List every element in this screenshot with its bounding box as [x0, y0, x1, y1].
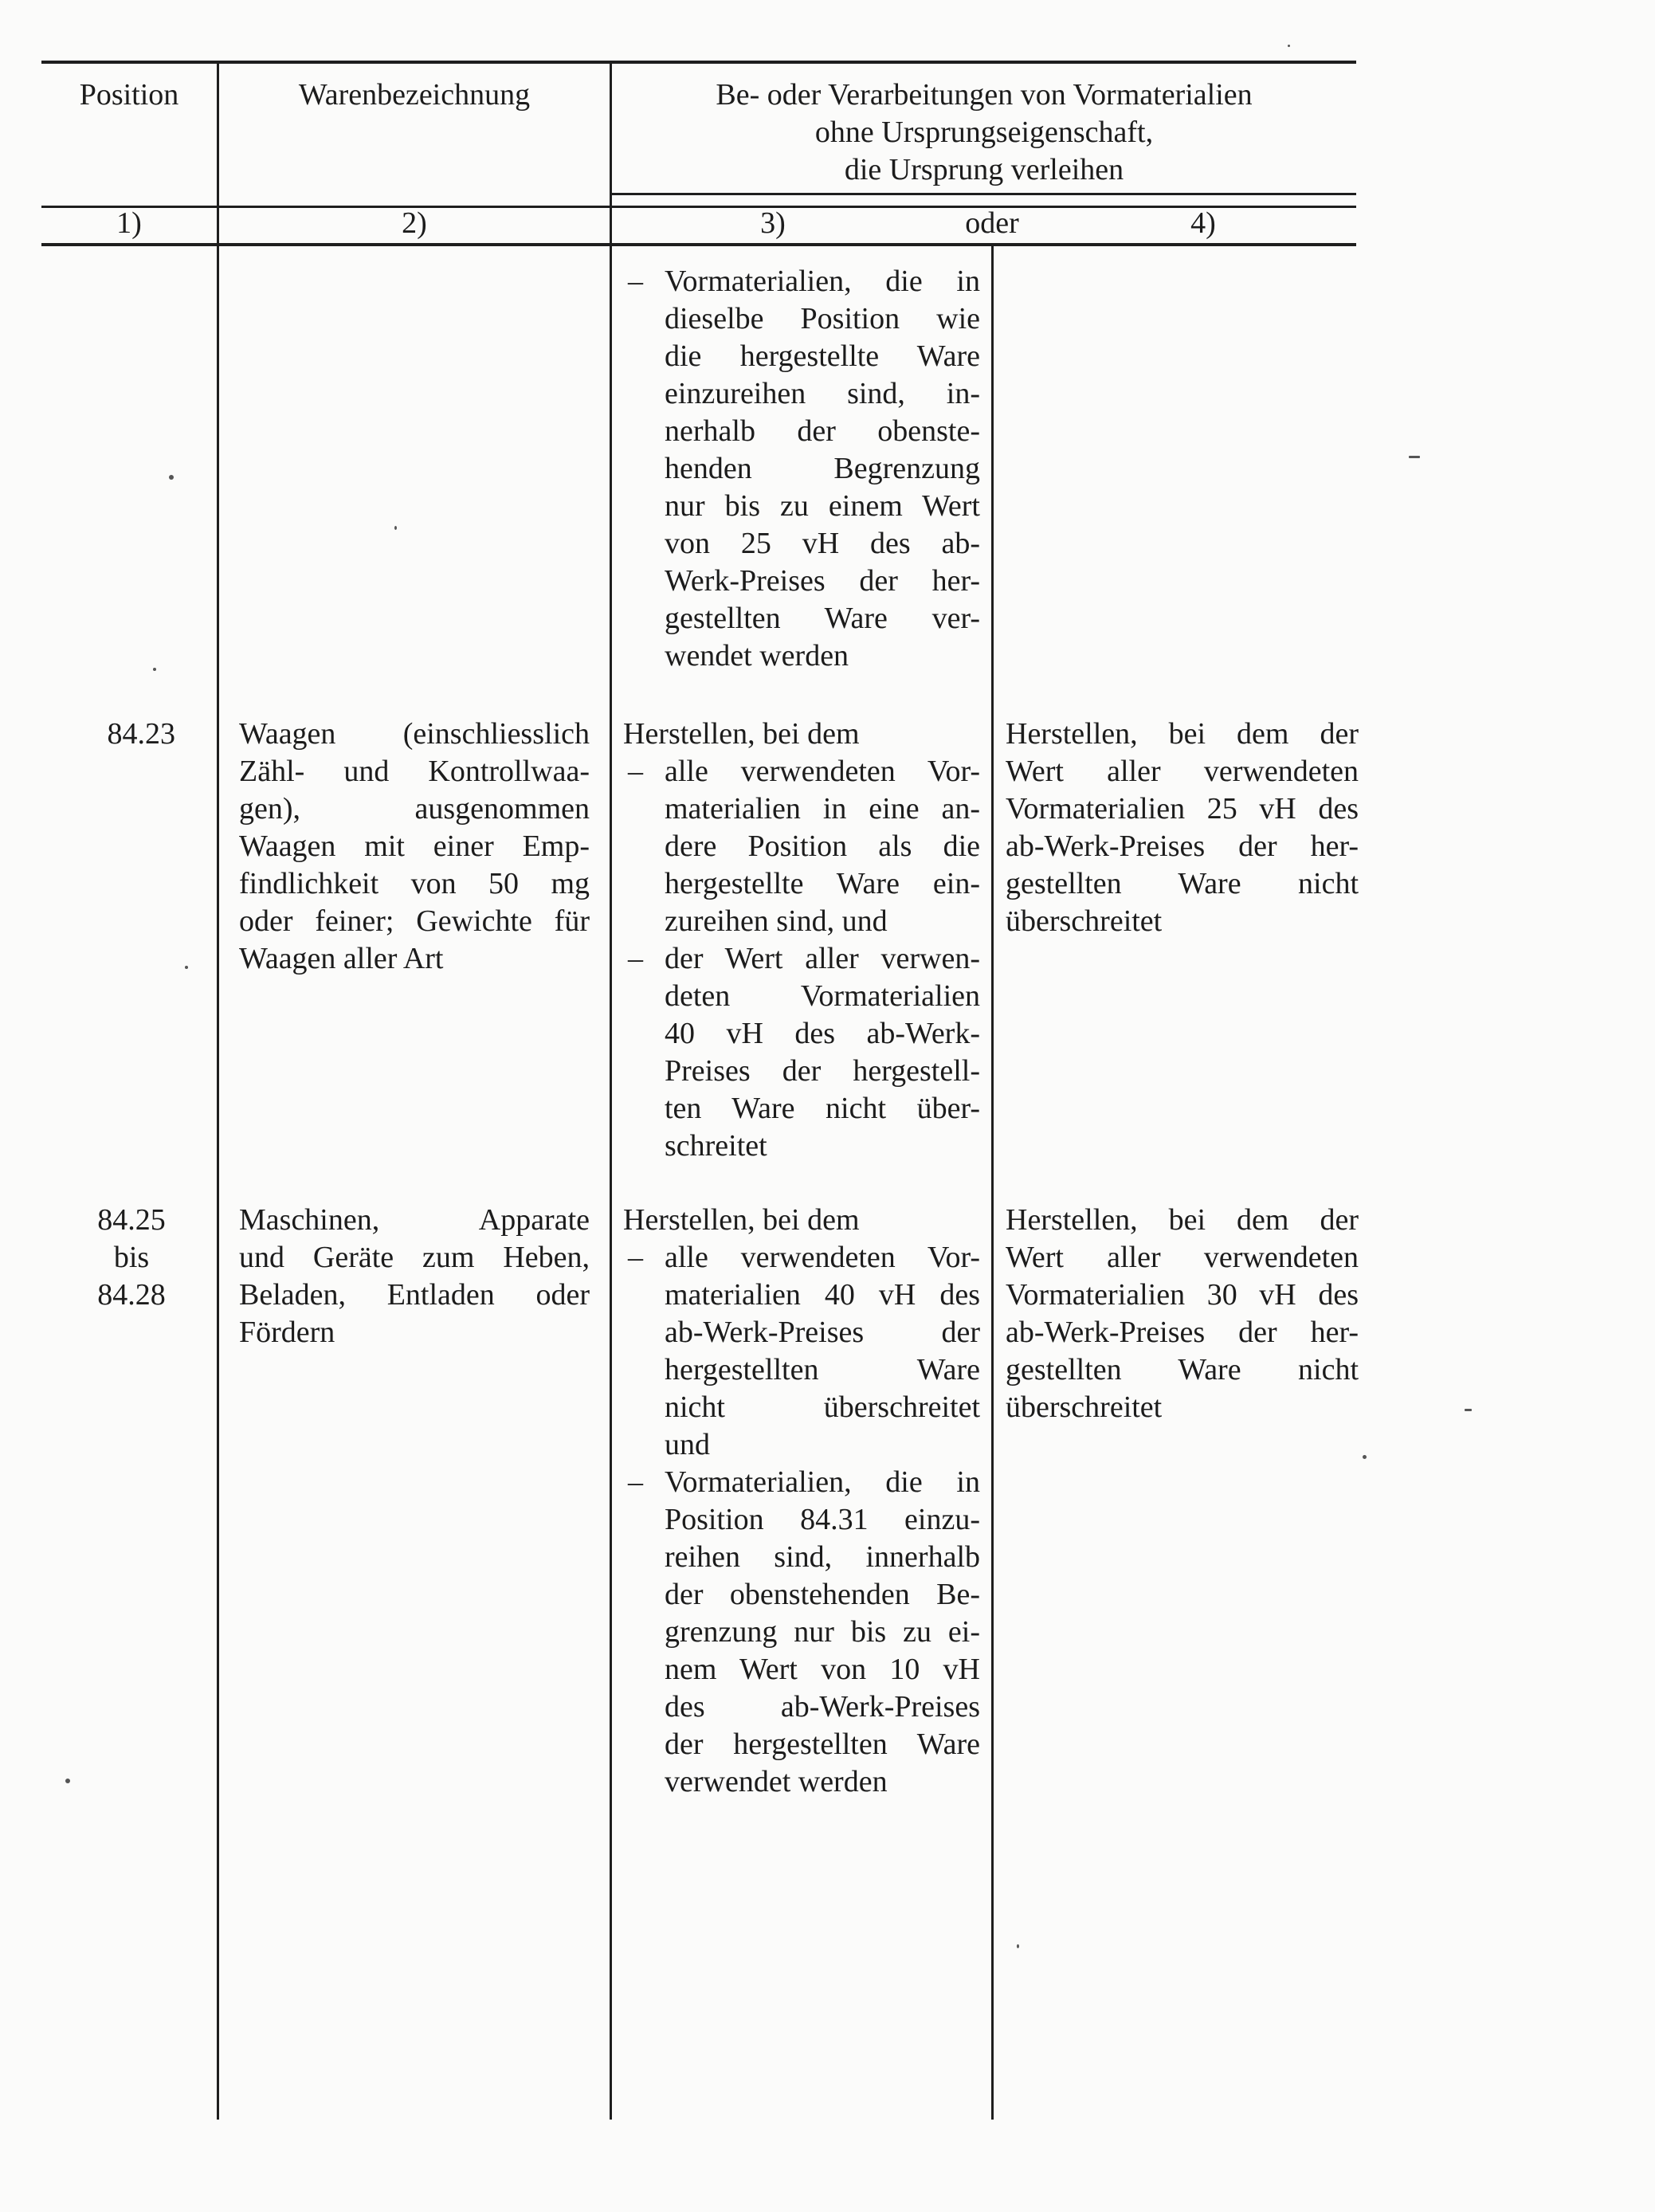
text-line: verwendet werden	[665, 1765, 888, 1798]
column-number-4: 4)	[1190, 206, 1216, 240]
text-line: Herstellen, bei dem der	[1006, 1203, 1359, 1237]
scan-speck	[1288, 45, 1290, 47]
text-line: hergestellten Ware	[665, 1353, 980, 1386]
row-2-col4	[1006, 1202, 1359, 1426]
text-line: schreitet	[665, 1129, 767, 1163]
text-line: Vormaterialien, die in	[665, 265, 980, 298]
number-row-bottom-rule	[41, 243, 1356, 246]
text-line: alle verwendeten Vor-	[665, 755, 980, 788]
text-line: überschreitet	[1006, 904, 1163, 938]
row-2-col3-bullet-2	[623, 1464, 980, 1801]
text-line: ten Ware nicht über-	[665, 1092, 980, 1125]
text-line: nur bis zu einem Wert	[665, 489, 980, 523]
column-number-1: 1)	[116, 206, 142, 240]
row-2-col3-bullet-1	[623, 1239, 980, 1464]
column-number-3: 3)	[760, 206, 786, 240]
text-line: Position 84.31 einzu-	[665, 1503, 980, 1536]
row-1-col4	[1006, 716, 1359, 940]
scan-speck	[394, 526, 397, 530]
header-processing-line-2: ohne Ursprungseigenschaft,	[814, 116, 1154, 149]
text-line: Zähl- und Kontrollwaa-	[239, 755, 590, 788]
text-line: nem Wert von 10 vH	[665, 1653, 980, 1686]
text-line: Herstellen, bei dem der	[1006, 717, 1359, 751]
text-line: materialien 40 vH des	[665, 1278, 980, 1312]
text-line: von 25 vH des ab-	[665, 527, 980, 560]
text-line: ab-Werk-Preises der her-	[1006, 830, 1359, 863]
text-line: ab-Werk-Preises der	[665, 1316, 980, 1349]
header-position: Position	[79, 78, 179, 112]
text-line: Fördern	[239, 1316, 335, 1349]
text-line: der Wert aller verwen-	[665, 942, 980, 975]
text-line: henden Begrenzung	[665, 452, 980, 485]
scan-speck	[1409, 456, 1420, 458]
text-line: grenzung nur bis zu ei-	[665, 1615, 980, 1649]
column-divider-3	[991, 246, 994, 2120]
text-line: Vormaterialien, die in	[665, 1465, 980, 1499]
text-line: Wert aller verwendeten	[1006, 1241, 1359, 1274]
text-line: Vormaterialien 25 vH des	[1006, 792, 1359, 826]
row-1-col3	[623, 716, 980, 1165]
text-line: Waagen (einschliesslich	[239, 717, 590, 751]
text-line: Vormaterialien 30 vH des	[1006, 1278, 1359, 1312]
column-number-2: 2)	[402, 206, 427, 240]
text-line: oder feiner; Gewichte für	[239, 904, 590, 938]
text-line: der hergestellten Ware	[665, 1728, 980, 1761]
header-bottom-rule	[610, 193, 1356, 195]
text-line: gen), ausgenommen	[239, 792, 590, 826]
text-line: dere Position als die	[665, 830, 980, 863]
row-2-col3	[623, 1202, 980, 1801]
text-line: Werk-Preises der her-	[665, 564, 980, 598]
text-line: überschreitet	[1006, 1390, 1163, 1424]
text-line: bis	[113, 1241, 150, 1274]
row-1-col3-intro: Herstellen, bei dem	[623, 717, 860, 751]
column-divider-1	[217, 64, 219, 2120]
scan-speck	[65, 1779, 70, 1783]
row-1-designation	[239, 716, 590, 978]
text-line: gestellten Ware nicht	[1006, 867, 1359, 900]
text-line: nicht überschreitet	[665, 1390, 980, 1424]
text-line: 84.25	[97, 1203, 166, 1237]
column-or-label: oder	[965, 206, 1019, 240]
bullet-dash: –	[628, 755, 643, 788]
text-line: deten Vormaterialien	[665, 979, 980, 1013]
text-line: wendet werden	[665, 639, 849, 673]
text-line: einzureihen sind, in-	[665, 377, 980, 410]
continuation-bullet	[623, 263, 980, 675]
text-line: nerhalb der obenste-	[665, 414, 980, 448]
text-line: Maschinen, Apparate	[239, 1203, 590, 1237]
bullet-dash: –	[628, 1241, 643, 1274]
bullet-dash: –	[628, 265, 643, 298]
text-line: ab-Werk-Preises der her-	[1006, 1316, 1359, 1349]
text-line: dieselbe Position wie	[665, 302, 980, 335]
text-line: und	[665, 1428, 710, 1461]
text-line: findlichkeit von 50 mg	[239, 867, 590, 900]
scan-speck	[169, 475, 174, 480]
column-divider-2	[610, 64, 612, 2120]
text-line: alle verwendeten Vor-	[665, 1241, 980, 1274]
header-designation: Warenbezeichnung	[298, 78, 531, 112]
text-line: reihen sind, innerhalb	[665, 1540, 980, 1574]
bullet-dash: –	[628, 1465, 643, 1499]
text-line: Waagen mit einer Emp-	[239, 830, 590, 863]
header-processing	[612, 76, 1356, 189]
bullet-dash: –	[628, 942, 643, 975]
text-line: des ab-Werk-Preises	[665, 1690, 980, 1724]
scan-speck	[1465, 1409, 1472, 1411]
text-line: die hergestellte Ware	[665, 339, 980, 373]
text-line: gestellten Ware ver-	[665, 602, 980, 635]
header-processing-line-3: die Ursprung verleihen	[844, 153, 1124, 186]
text-line: und Geräte zum Heben,	[239, 1241, 590, 1274]
scan-speck	[153, 668, 156, 671]
row-1-col3-bullet-1	[623, 753, 980, 940]
scan-speck	[185, 966, 188, 969]
text-line: Wert aller verwendeten	[1006, 755, 1359, 788]
text-line: 84.28	[97, 1278, 166, 1312]
text-line: der obenstehenden Be-	[665, 1578, 980, 1611]
row-2-position	[88, 1202, 175, 1314]
scan-speck	[1363, 1455, 1367, 1459]
text-line: hergestellte Ware ein-	[665, 867, 980, 900]
row-1-col3-bullet-2	[623, 940, 980, 1165]
text-line: zureihen sind, und	[665, 904, 888, 938]
header-processing-line-1: Be- oder Verarbeitungen von Vormaterialien	[716, 78, 1253, 112]
scan-speck	[1017, 1944, 1019, 1948]
row-1-position: 84.23	[107, 717, 175, 751]
text-line: gestellten Ware nicht	[1006, 1353, 1359, 1386]
top-rule	[41, 61, 1356, 64]
text-line: Preises der hergestell-	[665, 1054, 980, 1088]
text-line: 40 vH des ab-Werk-	[665, 1017, 980, 1050]
text-line: Waagen aller Art	[239, 942, 444, 975]
row-2-designation	[239, 1202, 590, 1351]
row-2-col3-intro: Herstellen, bei dem	[623, 1203, 860, 1237]
continuation-col3	[623, 263, 980, 675]
text-line: Beladen, Entladen oder	[239, 1278, 590, 1312]
text-line: materialien in eine an-	[665, 792, 980, 826]
